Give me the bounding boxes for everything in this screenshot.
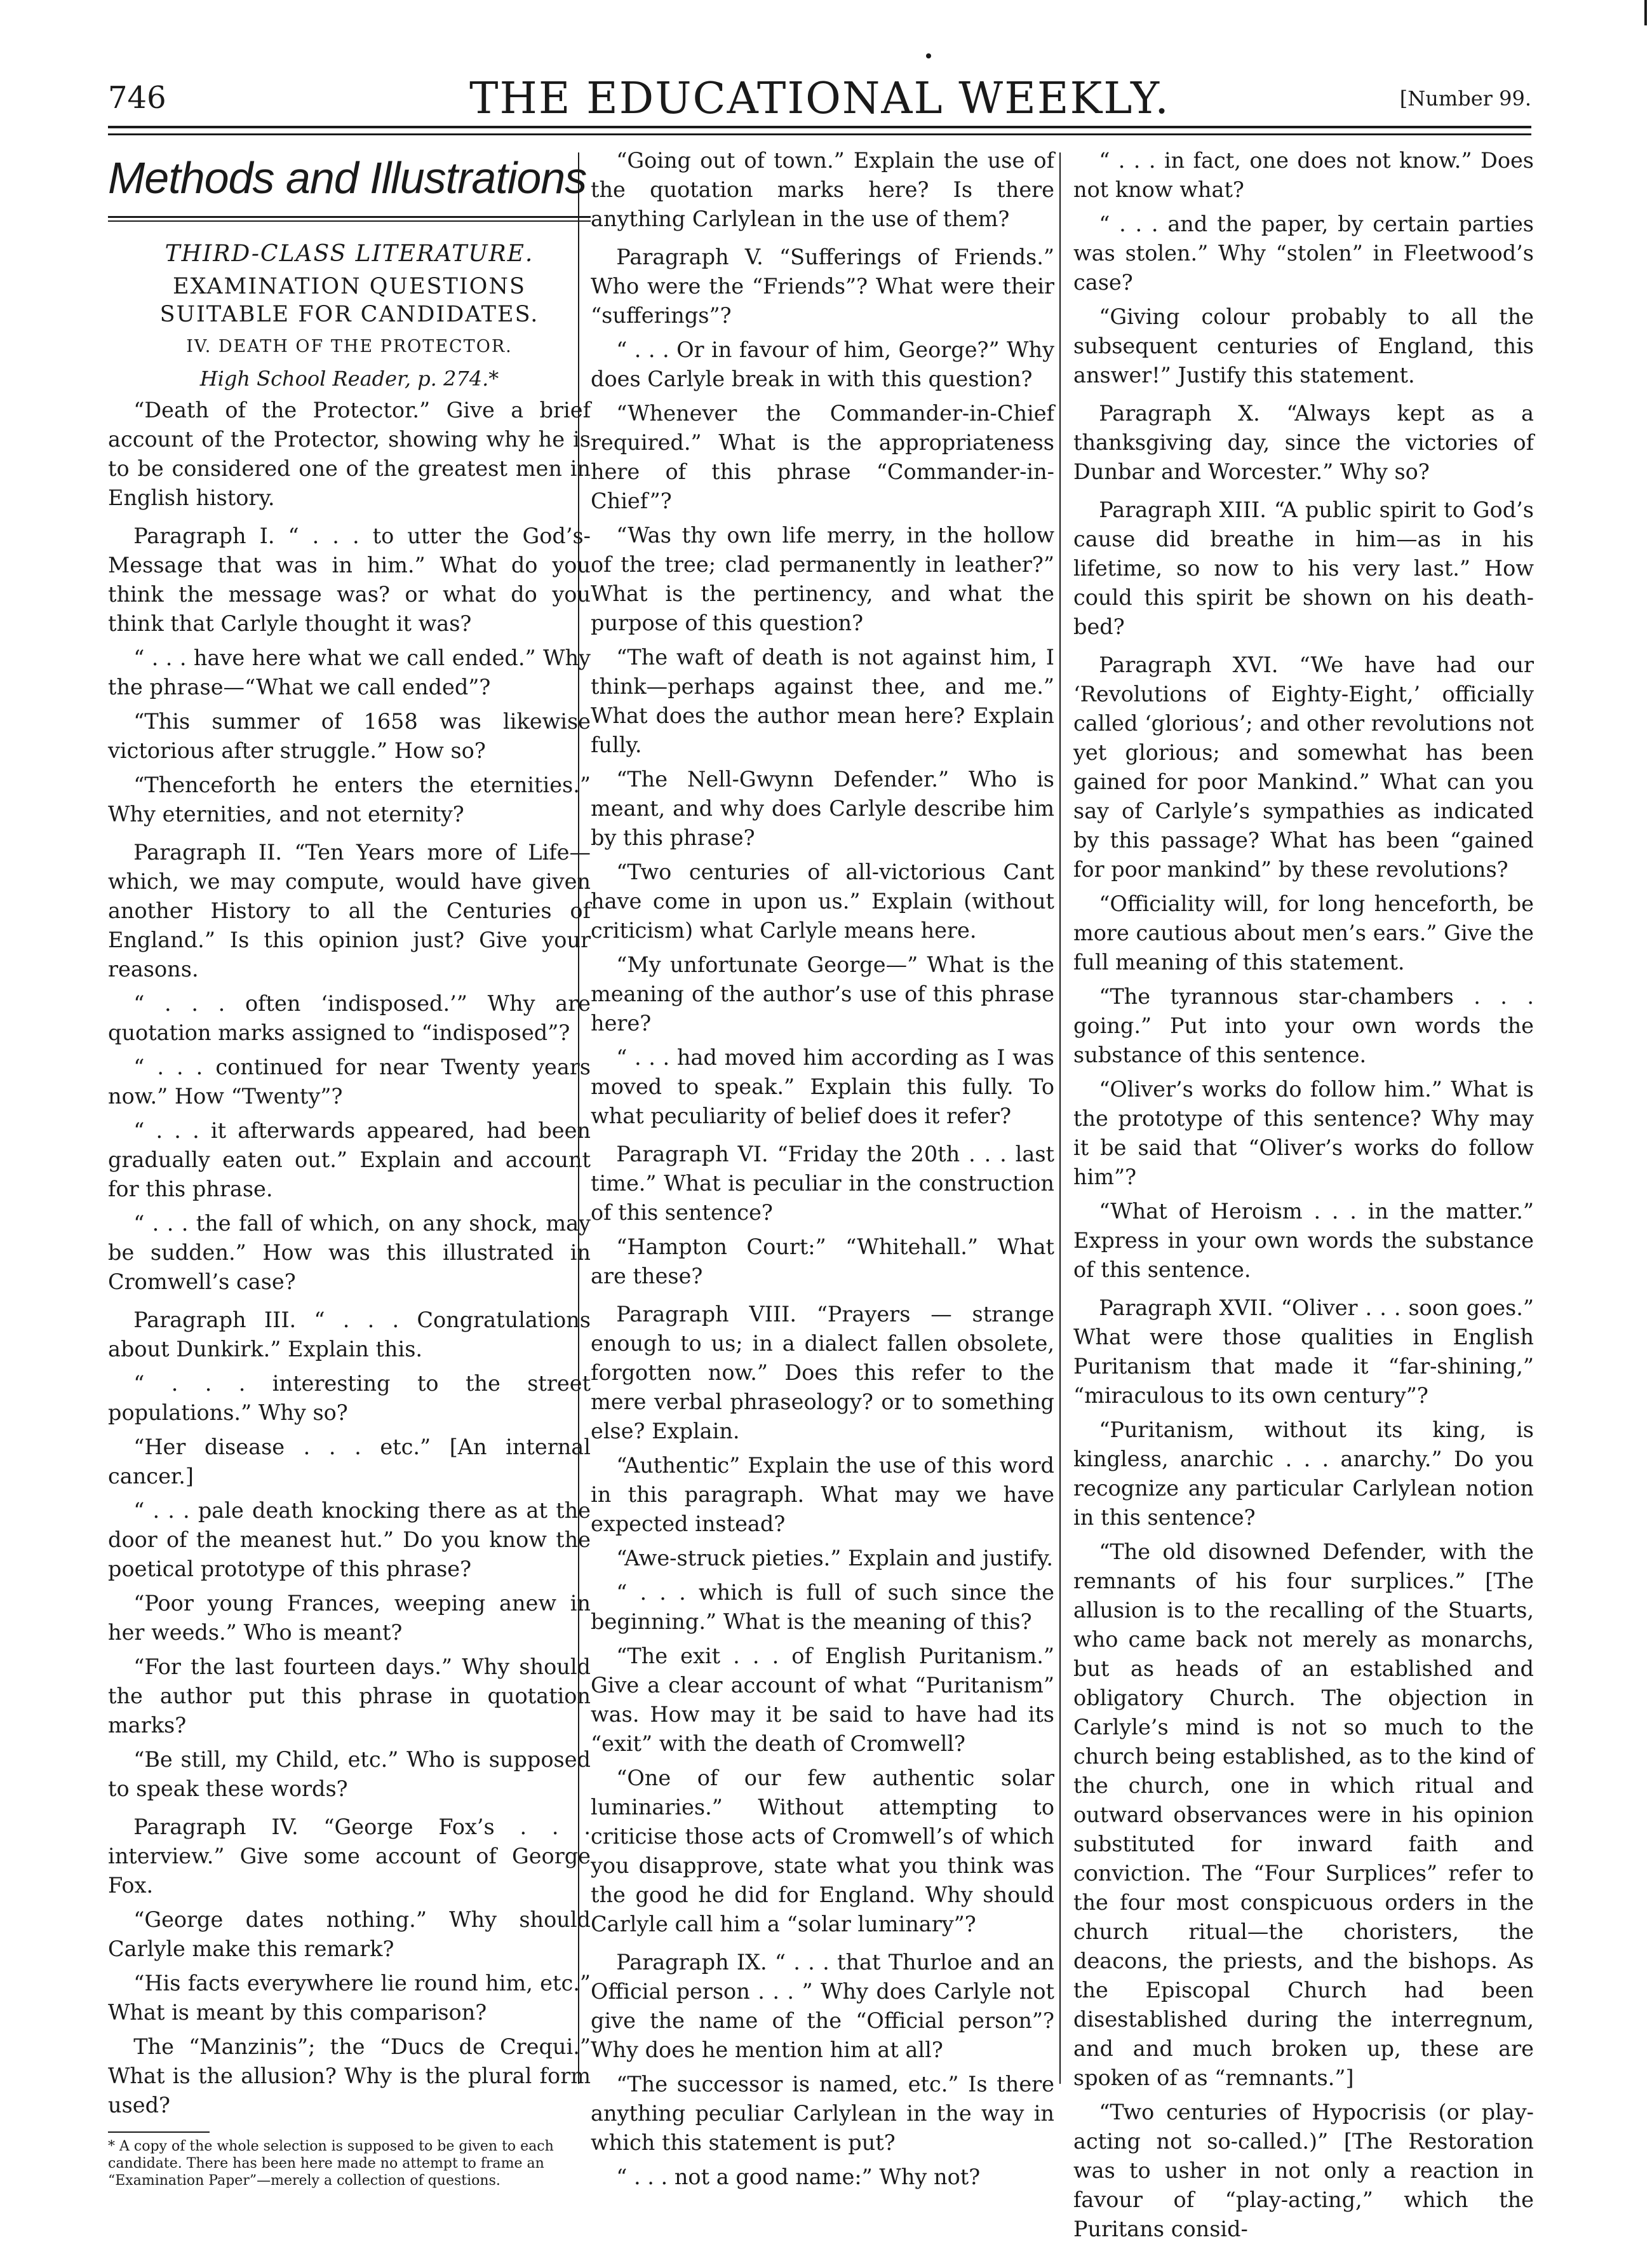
- column-2: [591, 146, 1054, 2197]
- question: Paragraph V. “Sufferings of Friends.” Who were the “Friends”? What were their “sufferings”?: [591, 245, 1054, 328]
- article-source: High School Reader, p. 274.*: [199, 367, 499, 391]
- header-rule-bottom: [108, 133, 1531, 135]
- question: “This summer of 1658 was likewise victorious after struggle.” How so?: [108, 709, 591, 763]
- question: “Two centuries of Hypocrisis (or play-acting not so-called.)” [The Restoration was to usher in not only a reaction in favour of “play-acting,” which the Puritans consid-: [1073, 2100, 1534, 2241]
- article-heading: EXAMINATION QUESTIONS SUITABLE FOR CANDIDATES.: [159, 274, 539, 327]
- question: “The tyrannous star-chambers . . . going.” Put into your own words the substance of this sentence.: [1073, 984, 1534, 1067]
- question: “Whenever the Commander-in-Chief required.” What is the appropriateness here of this phrase “Commander-in-Chief”?: [591, 401, 1054, 513]
- question: Paragraph VIII. “Prayers — strange enough to us; in a dialect fallen obsolete, forgotten now.” Does this refer to the mere verbal phraseology? or to something else? Explain.: [591, 1302, 1054, 1443]
- ink-dot: [926, 53, 931, 58]
- question: “ . . . and the paper, by certain parties was stolen.” Why “stolen” in Fleetwood’s case?: [1073, 212, 1534, 295]
- question: “ . . . the fall of which, on any shock, may be sudden.” How was this illustrated in Cromwell’s case?: [108, 1211, 591, 1294]
- article-subtitle: THIRD-CLASS LITERATURE.: [165, 241, 534, 267]
- question: “The Nell-Gwynn Defender.” Who is meant, and why does Carlyle describe him by this phrase?: [591, 767, 1054, 850]
- question: Paragraph XVII. “Oliver . . . soon goes.” What were those qualities in English Puritanism that made it “far-shining,” “miraculous to its own century”?: [1073, 1295, 1534, 1408]
- question: “Her disease . . . etc.” [An internal cancer.]: [108, 1435, 591, 1489]
- column-3: [1073, 146, 1534, 2249]
- question: “ . . . it afterwards appeared, had been gradually eaten out.” Explain and account for this phrase.: [108, 1118, 591, 1201]
- question: The “Manzinis”; the “Ducs de Crequi.” What is the allusion? Why is the plural form used?: [108, 2034, 591, 2117]
- question: “Going out of town.” Explain the use of the quotation marks here? Is there anything Carlylean in the use of them?: [591, 148, 1054, 231]
- question: Paragraph XIII. “A public spirit to God’s cause did breathe in him—as in his lifetime, so now to his very last.” How could this spirit be shown on his death-bed?: [1073, 497, 1534, 639]
- question: “One of our few authentic solar luminaries.” Without attempting to criticise those acts of Cromwell’s of which you disapprove, state what you think was the good he did for England. Why should Carlyle call him a “solar luminary”?: [591, 1766, 1054, 1936]
- question: “My unfortunate George—” What is the meaning of the author’s use of this phrase here?: [591, 952, 1054, 1036]
- footnote-rule: [108, 2131, 210, 2133]
- article-subheading: IV. DEATH OF THE PROTECTOR.: [186, 337, 513, 356]
- question: “ . . . continued for near Twenty years now.” How “Twenty”?: [108, 1055, 591, 1109]
- column-1: [108, 146, 591, 2194]
- question: “ . . . which is full of such since the beginning.” What is the meaning of this?: [591, 1580, 1054, 1634]
- question: “Was thy own life merry, in the hollow of the tree; clad permanently in leather?” What is the pertinency, and what the purpose of this question?: [591, 523, 1054, 635]
- question: “ . . . often ‘indisposed.’” Why are quotation marks assigned to “indisposed”?: [108, 991, 591, 1045]
- question: “ . . . had moved him according as I was moved to speak.” Explain this fully. To what peculiarity of belief does it refer?: [591, 1045, 1054, 1128]
- page-number: 746: [108, 80, 166, 116]
- page-header: [108, 64, 1531, 133]
- question: Paragraph III. “ . . . Congratulations about Dunkirk.” Explain this.: [108, 1307, 591, 1361]
- question: Paragraph XVI. “We have had our ‘Revolutions of Eighty-Eight,’ officially called ‘glorious’; and other revolutions not yet glorious; and somewhat has been gained for poor Mankind.” What can you say of Carlyle’s sympathies as indicated by this passage? What has been “gained for poor mankind” by these revolutions?: [1073, 652, 1534, 882]
- question: “Oliver’s works do follow him.” What is the prototype of this sentence? Why may it be said that “Oliver’s works do follow him”?: [1073, 1077, 1534, 1189]
- question: “For the last fourteen days.” Why should the author put this phrase in quotation marks?: [108, 1654, 591, 1738]
- question: “ . . . in fact, one does not know.” Does not know what?: [1073, 148, 1534, 202]
- question: “Authentic” Explain the use of this word in this paragraph. What may we have expected instead?: [591, 1453, 1054, 1536]
- section-rule: [108, 216, 591, 218]
- question: “Officiality will, for long henceforth, be more cautious about men’s ears.” Give the full meaning of this statement.: [1073, 891, 1534, 975]
- question: “The successor is named, etc.” Is there anything peculiar Carlylean in the way in which this statement is put?: [591, 2072, 1054, 2155]
- question: “George dates nothing.” Why should Carlyle make this remark?: [108, 1907, 591, 1961]
- question: “His facts everywhere lie round him, etc.” What is meant by this comparison?: [108, 1971, 591, 2025]
- question: “ . . . pale death knocking there as at the door of the meanest hut.” Do you know the poetical prototype of this phrase?: [108, 1498, 591, 1581]
- question: “ . . . have here what we call ended.” Why the phrase—“What we call ended”?: [108, 645, 591, 699]
- question: Paragraph IV. “George Fox’s . . . interview.” Give some account of George Fox.: [108, 1814, 591, 1898]
- question: “ . . . interesting to the street populations.” Why so?: [108, 1371, 591, 1425]
- header-rule-top: [108, 126, 1531, 128]
- edge-mark: [1644, 0, 1647, 25]
- question: Paragraph X. “Always kept as a thanksgiving day, since the victories of Dunbar and Worcester.” Why so?: [1073, 401, 1534, 484]
- column-divider-2: [1059, 152, 1061, 2084]
- question: Paragraph IX. “ . . . that Thurloe and an Official person . . . ” Why does Carlyle not give the name of the “Official person”? Why does he mention him at all?: [591, 1950, 1054, 2062]
- question: “The exit . . . of English Puritanism.” Give a clear account of what “Puritanism” was. How may it be said to have had its “exit” with the death of Cromwell?: [591, 1644, 1054, 1756]
- section-title: Methods and Illustrations: [108, 153, 587, 203]
- section-rule-thin: [108, 220, 591, 222]
- issue-number: [Number 99.: [1399, 86, 1531, 111]
- footnote: * A copy of the whole selection is supposed to be given to each candidate. There has been here made no attempt to frame an “Examination Paper”—merely a collection of questions.: [108, 2138, 554, 2189]
- question: Paragraph II. “Ten Years more of Life—which, we may compute, would have given another History to all the Centuries of England.” Is this opinion just? Give your reasons.: [108, 840, 591, 982]
- question: Paragraph I. “ . . . to utter the God’s-Message that was in him.” What do you think the message was? or what do you think that Carlyle thought it was?: [108, 523, 591, 636]
- question: Paragraph VI. “Friday the 20th . . . last time.” What is peculiar in the construction of this sentence?: [591, 1142, 1054, 1225]
- question: “ . . . not a good name:” Why not?: [616, 2165, 981, 2189]
- question: “Hampton Court:” “Whitehall.” What are these?: [591, 1234, 1054, 1288]
- question: “Two centuries of all-victorious Cant have come in upon us.” Explain (without criticism) what Carlyle means here.: [591, 860, 1054, 943]
- question: “Puritanism, without its king, is kingless, anarchic . . . anarchy.” Do you recognize any particular Carlylean notion in this sentence?: [1073, 1417, 1534, 1530]
- question: “Poor young Frances, weeping anew in her weeds.” Who is meant?: [108, 1591, 591, 1645]
- question: “Death of the Protector.” Give a brief account of the Protector, showing why he is to be considered one of the greatest men in English history.: [108, 398, 591, 510]
- question: “The old disowned Defender, with the remnants of his four surplices.” [The allusion is to the recalling of the Stuarts, who came back not merely as monarchs, but as heads of an established and obligatory Church. The objection in Carlyle’s mind is not so much to the church being established, as to the kind of the church, one in which ritual and outward observances were in his opinion substituted for inward faith and conviction. The “Four Surplices” refer to the four most conspicuous orders in the church ritual—the choristers, the deacons, the priests, and the bishops. As the Episcopal Church had been disestablished during the interregnum, and and much broken up, these are spoken of as “remnants.”]: [1073, 1539, 1534, 2090]
- question: “Giving colour probably to all the subsequent centuries of England, this answer!” Justify this statement.: [1073, 304, 1534, 388]
- question: “Thenceforth he enters the eternities.” Why eternities, and not eternity?: [108, 773, 591, 827]
- question: “Be still, my Child, etc.” Who is supposed to speak these words?: [108, 1747, 591, 1801]
- question: “What of Heroism . . . in the matter.” Express in your own words the substance of this sentence.: [1073, 1199, 1534, 1282]
- question: “ . . . Or in favour of him, George?” Why does Carlyle break in with this question?: [591, 337, 1054, 391]
- publication-title: THE EDUCATIONAL WEEKLY.: [469, 74, 1170, 124]
- question: “Awe-struck pieties.” Explain and justify.: [616, 1546, 1053, 1570]
- question: “The waft of death is not against him, I think—perhaps against thee, and me.” What does the author mean here? Explain fully.: [591, 645, 1054, 757]
